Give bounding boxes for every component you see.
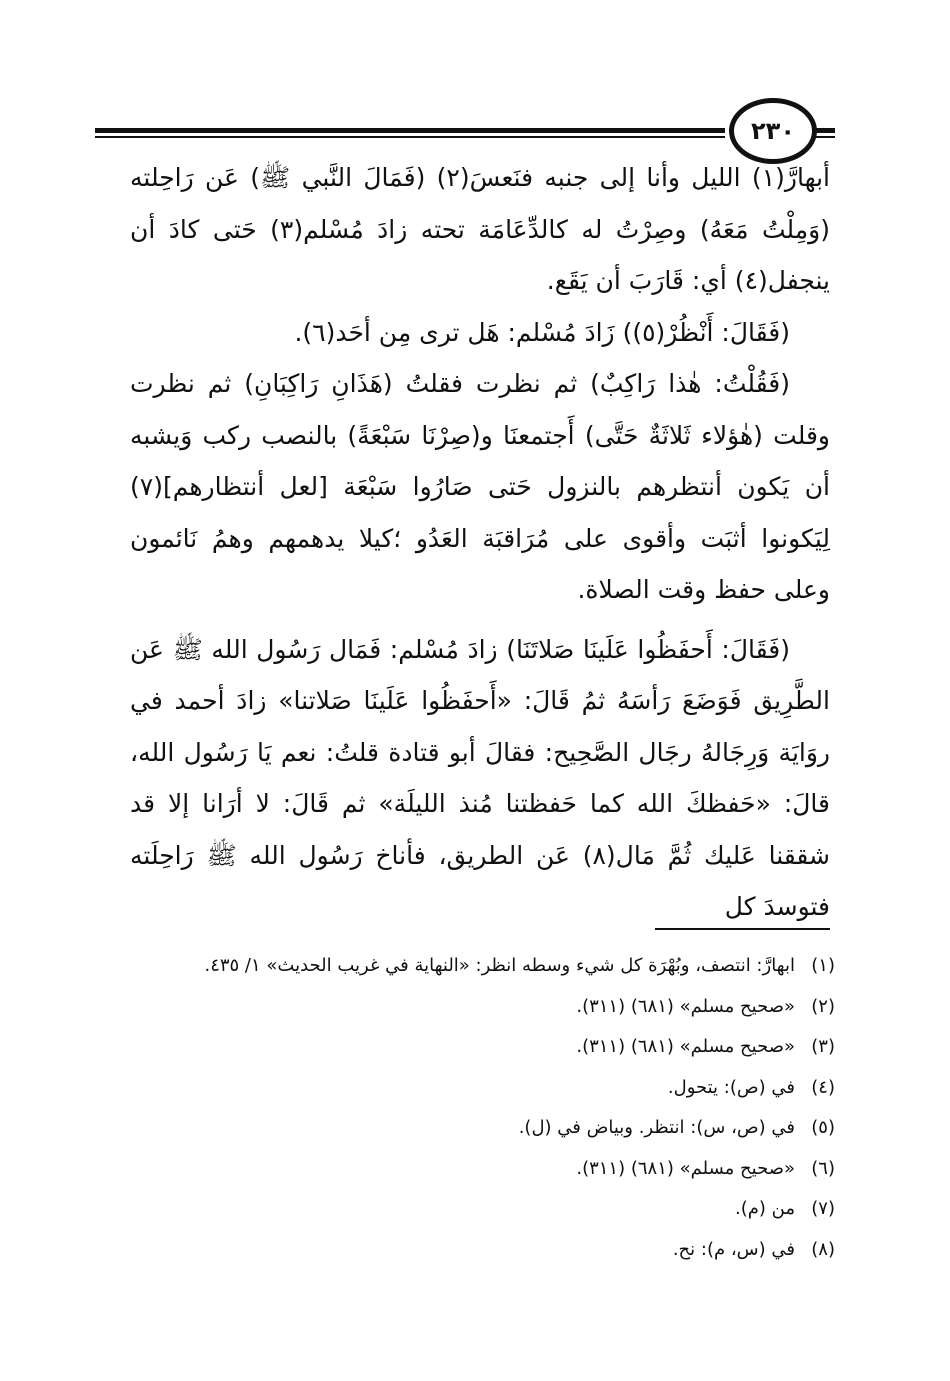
footnote-number: (٧)	[811, 1198, 835, 1219]
footnote-text: «صحيح مسلم» (٦٨١) (٣١١).	[576, 1036, 795, 1057]
main-text	[130, 152, 830, 933]
footnote-text: في (ص، س): انتظر. وبياض في (ل).	[518, 1117, 795, 1138]
footnote-number: (١)	[811, 955, 835, 976]
footnote	[130, 1189, 835, 1230]
footnote-text: في (س، م): نح.	[672, 1238, 795, 1260]
header-rule-thin	[95, 136, 725, 138]
footnote-text: من (م).	[735, 1198, 795, 1219]
footnote	[130, 1027, 835, 1068]
footnote	[130, 946, 835, 987]
footnote-number: (٤)	[811, 1076, 835, 1098]
footnote-text: «صحيح مسلم» (٦٨١) (٣١١).	[576, 995, 795, 1017]
footnote-text: في (ص): يتحول.	[667, 1076, 795, 1098]
footnote-number: (٢)	[811, 995, 835, 1017]
header-rule	[95, 128, 725, 133]
paragraph: أبهارَّ(١) الليل وأنا إلى جنبه فنَعسَ(٢) (فَمَالَ النَّبي ﷺ) عَن رَاحِلته (وَمِلْتُ مَعَهُ) وصِرْتُ له كالدِّعَامَة تحته زادَ مُسْلم(٣) حَتى كادَ أن ينجفل(٤) أي: قَارَبَ أن يَقَع.	[130, 163, 830, 295]
paragraph: (فَقُلْتُ: هٰذا رَاكِبٌ) ثم نظرت فقلتُ (هَذَانِ رَاكِبَانِ) ثم نظرت وقلت (هٰؤلاء ثَلاثَةٌ حَتَّى) أَجتمعنَا و(صِرْنَا سَبْعَةً) بالنصب ركب وَيشبه أن يَكون أنتظرهم بالنزول حَتى صَارُوا سَبْعَة [لعل أنتظارهم](٧) لِيَكونوا أثبَت وأقوى على مُرَاقبَة العَدُو ؛كيلا يدهمهم وهمُ نَائمون وعلى حفظ وقت الصلاة.	[130, 369, 830, 604]
page-header	[95, 90, 835, 150]
footnote	[130, 987, 835, 1028]
footnote	[130, 1230, 835, 1271]
footnote	[130, 1149, 835, 1190]
footnote-number: (٨)	[811, 1238, 835, 1260]
footnote-number: (٦)	[811, 1157, 835, 1179]
footnote-number: (٣)	[811, 1036, 835, 1057]
footnote-number: (٥)	[811, 1117, 835, 1138]
footnote	[130, 1068, 835, 1109]
paragraph: (فَقَالَ: أَنْظُرْ(٥)) زَادَ مُسْلم: هَل ترى مِن أحَد(٦).	[294, 317, 790, 347]
footnotes	[130, 946, 835, 1270]
footnote	[130, 1108, 835, 1149]
footnote-text: ابهارَّ: انتصف، وبُهْرَة كل شيء وسطه انظر: «النهاية في غريب الحديث» ١/ ٤٣٥.	[204, 955, 795, 976]
footnote-separator	[655, 928, 830, 930]
paragraph: (فَقَالَ: أَحفَظُوا عَلَينَا صَلاتَنَا) زادَ مُسْلم: فَمَال رَسُول الله ﷺ عَن الطَّرِيق فَوَضَعَ رَأسَهُ ثمُ قَالَ: «أَحفَظُوا عَلَينَا صَلاتنا» زادَ أحمد في روَايَة وَرِجَالهُ رجَال الصَّحِيح: فقالَ أبو قتادة قلتُ: نعم يَا رَسُول الله، قالَ: «حَفظكَ الله كما حَفظتنا مُنذ الليلَة» ثم قَالَ: لا أرَانا إلا قد شققنا عَليك ثُمَّ مَال(٨) عَن الطريق، فأناخ رَسُول الله ﷺ رَاحِلَته فتوسدَ كل	[130, 634, 830, 921]
footnote-text: «صحيح مسلم» (٦٨١) (٣١١).	[576, 1157, 795, 1179]
page-number: ٢٣٠	[729, 98, 817, 164]
